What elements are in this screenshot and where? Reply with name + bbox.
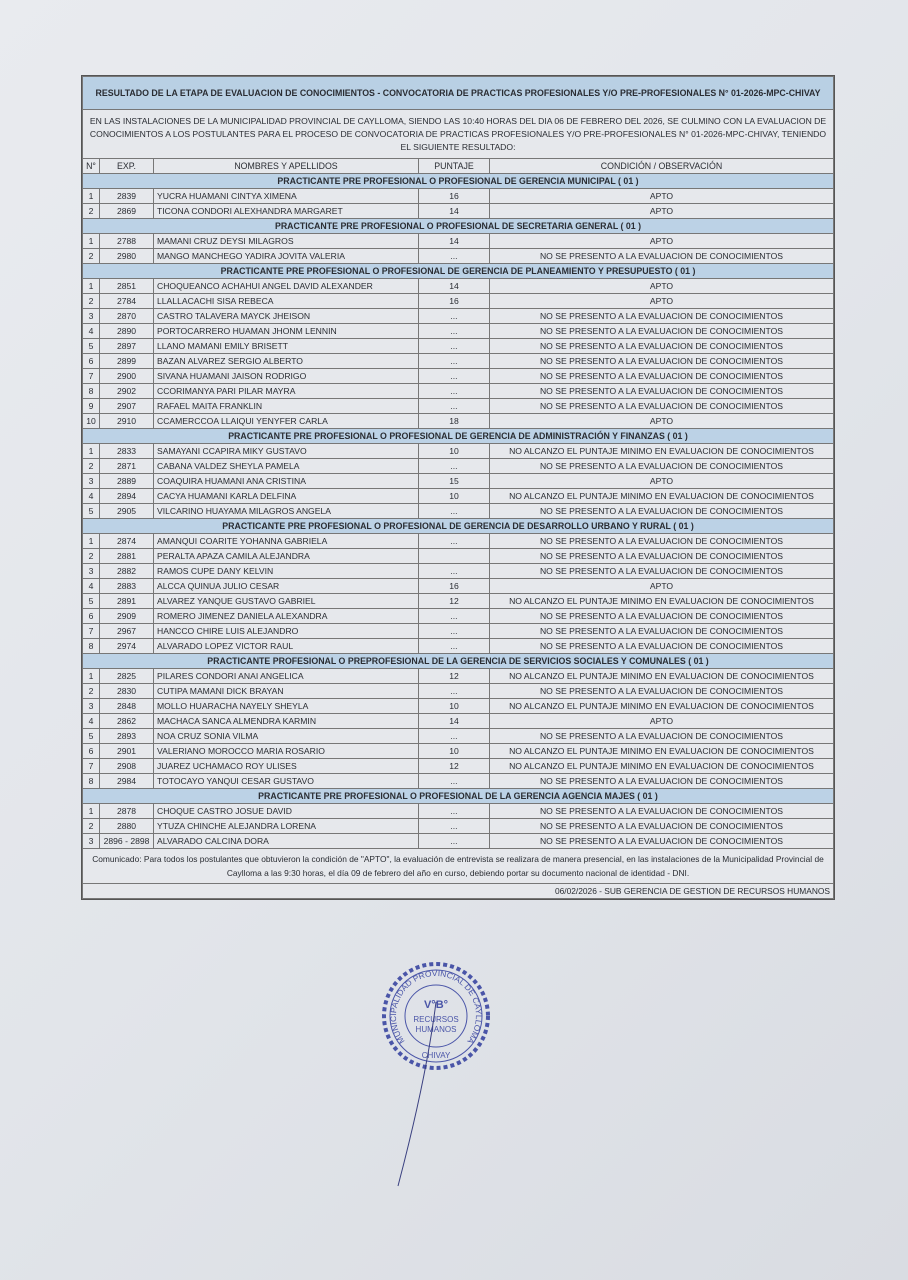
applicant-name: TICONA CONDORI ALEXHANDRA MARGARET [154, 204, 419, 219]
condition: NO SE PRESENTO A LA EVALUACION DE CONOCIMIENTOS [490, 804, 834, 819]
condition: NO SE PRESENTO A LA EVALUACION DE CONOCIMIENTOS [490, 384, 834, 399]
condition: APTO [490, 234, 834, 249]
score: ... [419, 324, 490, 339]
header-name: NOMBRES Y APELLIDOS [154, 159, 419, 174]
applicant-name: CASTRO TALAVERA MAYCK JHEISON [154, 309, 419, 324]
row-number: 5 [83, 504, 100, 519]
applicant-name: MANGO MANCHEGO YADIRA JOVITA VALERIA [154, 249, 419, 264]
applicant-name: CHOQUE CASTRO JOSUE DAVID [154, 804, 419, 819]
exp-number: 2967 [100, 624, 154, 639]
applicant-name: ALCCA QUINUA JULIO CESAR [154, 579, 419, 594]
exp-number: 2909 [100, 609, 154, 624]
condition: NO SE PRESENTO A LA EVALUACION DE CONOCIMIENTOS [490, 369, 834, 384]
condition: NO ALCANZO EL PUNTAJE MINIMO EN EVALUACION DE CONOCIMIENTOS [490, 759, 834, 774]
row-number: 4 [83, 579, 100, 594]
table-row [83, 444, 834, 459]
intro-text: EN LAS INSTALACIONES DE LA MUNICIPALIDAD PROVINCIAL DE CAYLLOMA, SIENDO LAS 10:40 HORAS DEL DIA 06 DE FEBRERO DEL 2026, SE CULMINO CON LA EVALUACION DE CONOCIMIENTOS A LOS POSTULANTES PARA EL PROCESO DE CONVOCATORIA DE PRACTICAS PROFESIONALES Y/O PRE-PROFESIONALES N° 01-2026-MPC-CHIVAY, TENIENDO EL SIGUIENTE RESULTADO: [83, 110, 834, 159]
footer-row [83, 884, 834, 899]
exp-number: 2894 [100, 489, 154, 504]
score: 18 [419, 414, 490, 429]
applicant-name: ROMERO JIMENEZ DANIELA ALEXANDRA [154, 609, 419, 624]
table-row [83, 564, 834, 579]
score: ... [419, 639, 490, 654]
table-row [83, 339, 834, 354]
score: 15 [419, 474, 490, 489]
applicant-name: PERALTA APAZA CAMILA ALEJANDRA [154, 549, 419, 564]
condition: NO SE PRESENTO A LA EVALUACION DE CONOCIMIENTOS [490, 774, 834, 789]
score: ... [419, 819, 490, 834]
exp-number: 2878 [100, 804, 154, 819]
row-number: 2 [83, 549, 100, 564]
section-title: PRACTICANTE PRE PROFESIONAL O PROFESIONAL DE GERENCIA DE ADMINISTRACIÓN Y FINANZAS ( 01 ) [83, 429, 834, 444]
row-number: 2 [83, 684, 100, 699]
table-row [83, 714, 834, 729]
exp-number: 2880 [100, 819, 154, 834]
condition: NO SE PRESENTO A LA EVALUACION DE CONOCIMIENTOS [490, 624, 834, 639]
exp-number: 2883 [100, 579, 154, 594]
condition: APTO [490, 714, 834, 729]
condition: NO SE PRESENTO A LA EVALUACION DE CONOCIMIENTOS [490, 819, 834, 834]
score: 12 [419, 669, 490, 684]
condition: NO ALCANZO EL PUNTAJE MINIMO EN EVALUACION DE CONOCIMIENTOS [490, 594, 834, 609]
applicant-name: VALERIANO MOROCCO MARIA ROSARIO [154, 744, 419, 759]
condition: NO SE PRESENTO A LA EVALUACION DE CONOCIMIENTOS [490, 639, 834, 654]
applicant-name: RAMOS CUPE DANY KELVIN [154, 564, 419, 579]
applicant-name: YTUZA CHINCHE ALEJANDRA LORENA [154, 819, 419, 834]
table-row [83, 399, 834, 414]
score: 16 [419, 294, 490, 309]
table-row [83, 534, 834, 549]
condition: APTO [490, 474, 834, 489]
exp-number: 2897 [100, 339, 154, 354]
applicant-name: LLANO MAMANI EMILY BRISETT [154, 339, 419, 354]
applicant-name: VILCARINO HUAYAMA MILAGROS ANGELA [154, 504, 419, 519]
condition: NO SE PRESENTO A LA EVALUACION DE CONOCIMIENTOS [490, 684, 834, 699]
results-document [81, 75, 835, 900]
section-title: PRACTICANTE PRE PROFESIONAL O PROFESIONAL DE GERENCIA MUNICIPAL ( 01 ) [83, 174, 834, 189]
table-row [83, 549, 834, 564]
score: 12 [419, 759, 490, 774]
score: ... [419, 564, 490, 579]
row-number: 5 [83, 339, 100, 354]
header-number: N° [83, 159, 100, 174]
exp-number: 2874 [100, 534, 154, 549]
exp-number: 2974 [100, 639, 154, 654]
svg-text:RECURSOS: RECURSOS [413, 1015, 459, 1024]
condition: APTO [490, 204, 834, 219]
exp-number: 2862 [100, 714, 154, 729]
exp-number: 2788 [100, 234, 154, 249]
applicant-name: ALVAREZ YANQUE GUSTAVO GABRIEL [154, 594, 419, 609]
score: ... [419, 774, 490, 789]
row-number: 7 [83, 624, 100, 639]
table-row [83, 369, 834, 384]
document-title-row [83, 77, 834, 110]
svg-text:V°B°: V°B° [423, 999, 449, 1011]
exp-number: 2980 [100, 249, 154, 264]
exp-number: 2910 [100, 414, 154, 429]
score: ... [419, 384, 490, 399]
score: ... [419, 459, 490, 474]
row-number: 7 [83, 369, 100, 384]
table-row [83, 294, 834, 309]
condition: NO ALCANZO EL PUNTAJE MINIMO EN EVALUACION DE CONOCIMIENTOS [490, 669, 834, 684]
exp-number: 2896 - 2898 [100, 834, 154, 849]
row-number: 3 [83, 474, 100, 489]
score: 16 [419, 189, 490, 204]
table-row [83, 774, 834, 789]
row-number: 10 [83, 414, 100, 429]
table-row [83, 639, 834, 654]
condition: NO SE PRESENTO A LA EVALUACION DE CONOCIMIENTOS [490, 324, 834, 339]
score: 12 [419, 594, 490, 609]
row-number: 2 [83, 249, 100, 264]
applicant-name: ALVARADO CALCINA DORA [154, 834, 419, 849]
applicant-name: CCAMERCCOA LLAIQUI YENYFER CARLA [154, 414, 419, 429]
score: ... [419, 339, 490, 354]
applicant-name: CHOQUEANCO ACHAHUI ANGEL DAVID ALEXANDER [154, 279, 419, 294]
score: ... [419, 684, 490, 699]
header-exp: EXP. [100, 159, 154, 174]
table-row [83, 249, 834, 264]
intro-row [83, 110, 834, 159]
condition: NO SE PRESENTO A LA EVALUACION DE CONOCIMIENTOS [490, 309, 834, 324]
score: ... [419, 249, 490, 264]
table-row [83, 594, 834, 609]
row-number: 1 [83, 189, 100, 204]
exp-number: 2908 [100, 759, 154, 774]
exp-number: 2984 [100, 774, 154, 789]
row-number: 1 [83, 804, 100, 819]
row-number: 2 [83, 459, 100, 474]
header-condition: CONDICIÓN / OBSERVACIÓN [490, 159, 834, 174]
applicant-name: YUCRA HUAMANI CINTYA XIMENA [154, 189, 419, 204]
table-row [83, 744, 834, 759]
table-row [83, 504, 834, 519]
score: 14 [419, 279, 490, 294]
applicant-name: RAFAEL MAITA FRANKLIN [154, 399, 419, 414]
exp-number: 2907 [100, 399, 154, 414]
row-number: 1 [83, 279, 100, 294]
score: ... [419, 354, 490, 369]
exp-number: 2848 [100, 699, 154, 714]
exp-number: 2900 [100, 369, 154, 384]
table-row [83, 204, 834, 219]
score: ... [419, 369, 490, 384]
condition: NO SE PRESENTO A LA EVALUACION DE CONOCIMIENTOS [490, 249, 834, 264]
score: ... [419, 504, 490, 519]
section-header [83, 789, 834, 804]
condition: NO SE PRESENTO A LA EVALUACION DE CONOCIMIENTOS [490, 459, 834, 474]
exp-number: 2891 [100, 594, 154, 609]
section-header [83, 429, 834, 444]
exp-number: 2871 [100, 459, 154, 474]
section-title: PRACTICANTE PRE PROFESIONAL O PROFESIONAL DE SECRETARIA GENERAL ( 01 ) [83, 219, 834, 234]
table-row [83, 684, 834, 699]
signature-stroke [390, 1000, 450, 1190]
applicant-name: HANCCO CHIRE LUIS ALEJANDRO [154, 624, 419, 639]
table-row [83, 489, 834, 504]
results-table [82, 76, 834, 899]
row-number: 9 [83, 399, 100, 414]
exp-number: 2899 [100, 354, 154, 369]
score: ... [419, 624, 490, 639]
table-row [83, 324, 834, 339]
applicant-name: CCORIMANYA PARI PILAR MAYRA [154, 384, 419, 399]
exp-number: 2833 [100, 444, 154, 459]
condition: NO SE PRESENTO A LA EVALUACION DE CONOCIMIENTOS [490, 609, 834, 624]
score: 10 [419, 444, 490, 459]
column-headers [83, 159, 834, 174]
row-number: 2 [83, 819, 100, 834]
condition: NO ALCANZO EL PUNTAJE MINIMO EN EVALUACION DE CONOCIMIENTOS [490, 744, 834, 759]
table-row [83, 234, 834, 249]
row-number: 6 [83, 354, 100, 369]
applicant-name: TOTOCAYO YANQUI CESAR GUSTAVO [154, 774, 419, 789]
table-row [83, 609, 834, 624]
section-title: PRACTICANTE PRE PROFESIONAL O PROFESIONAL DE LA GERENCIA AGENCIA MAJES ( 01 ) [83, 789, 834, 804]
score: 10 [419, 699, 490, 714]
applicant-name: SAMAYANI CCAPIRA MIKY GUSTAVO [154, 444, 419, 459]
row-number: 2 [83, 204, 100, 219]
exp-number: 2881 [100, 549, 154, 564]
section-header [83, 219, 834, 234]
condition: NO SE PRESENTO A LA EVALUACION DE CONOCIMIENTOS [490, 504, 834, 519]
row-number: 8 [83, 384, 100, 399]
table-row [83, 459, 834, 474]
applicant-name: MOLLO HUARACHA NAYELY SHEYLA [154, 699, 419, 714]
row-number: 4 [83, 714, 100, 729]
row-number: 7 [83, 759, 100, 774]
score: 14 [419, 204, 490, 219]
row-number: 2 [83, 294, 100, 309]
applicant-name: CUTIPA MAMANI DICK BRAYAN [154, 684, 419, 699]
table-row [83, 189, 834, 204]
applicant-name: LLALLACACHI SISA REBECA [154, 294, 419, 309]
score: ... [419, 834, 490, 849]
condition: NO SE PRESENTO A LA EVALUACION DE CONOCIMIENTOS [490, 339, 834, 354]
svg-text:CHIVAY: CHIVAY [421, 1051, 451, 1060]
table-row [83, 804, 834, 819]
row-number: 1 [83, 669, 100, 684]
score: 14 [419, 234, 490, 249]
row-number: 8 [83, 639, 100, 654]
table-row [83, 414, 834, 429]
exp-number: 2825 [100, 669, 154, 684]
row-number: 6 [83, 744, 100, 759]
footer-signoff: 06/02/2026 - SUB GERENCIA DE GESTION DE RECURSOS HUMANOS [83, 884, 834, 899]
table-row [83, 624, 834, 639]
row-number: 1 [83, 534, 100, 549]
row-number: 3 [83, 834, 100, 849]
row-number: 5 [83, 594, 100, 609]
condition: NO SE PRESENTO A LA EVALUACION DE CONOCIMIENTOS [490, 549, 834, 564]
applicant-name: MAMANI CRUZ DEYSI MILAGROS [154, 234, 419, 249]
score: 10 [419, 489, 490, 504]
condition: NO SE PRESENTO A LA EVALUACION DE CONOCIMIENTOS [490, 834, 834, 849]
table-row [83, 669, 834, 684]
svg-text:MUNICIPALIDAD PROVINCIAL DE CA: MUNICIPALIDAD PROVINCIAL DE CAYLLOMA [388, 968, 484, 1046]
table-row [83, 699, 834, 714]
exp-number: 2839 [100, 189, 154, 204]
applicant-name: NOA CRUZ SONIA VILMA [154, 729, 419, 744]
condition: APTO [490, 579, 834, 594]
section-header [83, 174, 834, 189]
table-row [83, 384, 834, 399]
applicant-name: CACYA HUAMANI KARLA DELFINA [154, 489, 419, 504]
exp-number: 2869 [100, 204, 154, 219]
score: ... [419, 534, 490, 549]
applicant-name: MACHACA SANCA ALMENDRA KARMIN [154, 714, 419, 729]
row-number: 5 [83, 729, 100, 744]
table-row [83, 759, 834, 774]
applicant-name: SIVANA HUAMANI JAISON RODRIGO [154, 369, 419, 384]
score [419, 549, 490, 564]
exp-number: 2901 [100, 744, 154, 759]
score: ... [419, 609, 490, 624]
condition: NO SE PRESENTO A LA EVALUACION DE CONOCIMIENTOS [490, 729, 834, 744]
table-row [83, 309, 834, 324]
exp-number: 2889 [100, 474, 154, 489]
applicant-name: COAQUIRA HUAMANI ANA CRISTINA [154, 474, 419, 489]
applicant-name: AMANQUI COARITE YOHANNA GABRIELA [154, 534, 419, 549]
table-row [83, 729, 834, 744]
applicant-name: BAZAN ALVAREZ SERGIO ALBERTO [154, 354, 419, 369]
score: ... [419, 729, 490, 744]
condition: NO ALCANZO EL PUNTAJE MINIMO EN EVALUACION DE CONOCIMIENTOS [490, 444, 834, 459]
announcement-row [83, 849, 834, 884]
exp-number: 2784 [100, 294, 154, 309]
exp-number: 2882 [100, 564, 154, 579]
row-number: 3 [83, 699, 100, 714]
exp-number: 2870 [100, 309, 154, 324]
exp-number: 2905 [100, 504, 154, 519]
row-number: 4 [83, 324, 100, 339]
applicant-name: PORTOCARRERO HUAMAN JHONM LENNIN [154, 324, 419, 339]
condition: APTO [490, 414, 834, 429]
row-number: 1 [83, 444, 100, 459]
row-number: 1 [83, 234, 100, 249]
table-row [83, 819, 834, 834]
table-row [83, 279, 834, 294]
table-row [83, 474, 834, 489]
exp-number: 2830 [100, 684, 154, 699]
condition: APTO [490, 189, 834, 204]
exp-number: 2851 [100, 279, 154, 294]
section-header [83, 654, 834, 669]
section-title: PRACTICANTE PRE PROFESIONAL O PROFESIONAL DE GERENCIA DE DESARROLLO URBANO Y RURAL ( 01 ) [83, 519, 834, 534]
applicant-name: ALVARADO LOPEZ VICTOR RAUL [154, 639, 419, 654]
svg-text:HUMANOS: HUMANOS [415, 1025, 457, 1034]
score: ... [419, 309, 490, 324]
document-title: RESULTADO DE LA ETAPA DE EVALUACION DE CONOCIMIENTOS - CONVOCATORIA DE PRACTICAS PROFESIONALES Y/O PRE-PROFESIONALES N° 01-2026-MPC-CHIVAY [83, 77, 834, 110]
row-number: 6 [83, 609, 100, 624]
condition: NO ALCANZO EL PUNTAJE MINIMO EN EVALUACION DE CONOCIMIENTOS [490, 489, 834, 504]
row-number: 3 [83, 564, 100, 579]
table-row [83, 354, 834, 369]
score: 10 [419, 744, 490, 759]
table-row [83, 579, 834, 594]
score: 14 [419, 714, 490, 729]
announcement-text: Comunicado: Para todos los postulantes que obtuvieron la condición de "APTO", la evaluación de entrevista se realizara de manera presencial, en las instalaciones de la Municipalidad Provincial de Caylloma a las 9:30 horas, el día 09 de febrero del año en curso, debiendo portar su documento nacional de identidad - DNI. [83, 849, 834, 884]
section-title: PRACTICANTE PROFESIONAL O PREPROFESIONAL DE LA GERENCIA DE SERVICIOS SOCIALES Y COMUNALES ( 01 ) [83, 654, 834, 669]
row-number: 8 [83, 774, 100, 789]
score: ... [419, 804, 490, 819]
applicant-name: PILARES CONDORI ANAI ANGELICA [154, 669, 419, 684]
applicant-name: JUAREZ UCHAMACO ROY ULISES [154, 759, 419, 774]
exp-number: 2890 [100, 324, 154, 339]
exp-number: 2902 [100, 384, 154, 399]
condition: NO SE PRESENTO A LA EVALUACION DE CONOCIMIENTOS [490, 564, 834, 579]
condition: NO SE PRESENTO A LA EVALUACION DE CONOCIMIENTOS [490, 354, 834, 369]
condition: NO ALCANZO EL PUNTAJE MINIMO EN EVALUACION DE CONOCIMIENTOS [490, 699, 834, 714]
row-number: 4 [83, 489, 100, 504]
condition: NO SE PRESENTO A LA EVALUACION DE CONOCIMIENTOS [490, 399, 834, 414]
section-header [83, 264, 834, 279]
row-number: 3 [83, 309, 100, 324]
condition: APTO [490, 279, 834, 294]
condition: APTO [490, 294, 834, 309]
exp-number: 2893 [100, 729, 154, 744]
header-score: PUNTAJE [419, 159, 490, 174]
score: 16 [419, 579, 490, 594]
table-row [83, 834, 834, 849]
section-title: PRACTICANTE PRE PROFESIONAL O PROFESIONAL DE GERENCIA DE PLANEAMIENTO Y PRESUPUESTO ( 01 ) [83, 264, 834, 279]
section-header [83, 519, 834, 534]
condition: NO SE PRESENTO A LA EVALUACION DE CONOCIMIENTOS [490, 534, 834, 549]
score: ... [419, 399, 490, 414]
applicant-name: CABANA VALDEZ SHEYLA PAMELA [154, 459, 419, 474]
